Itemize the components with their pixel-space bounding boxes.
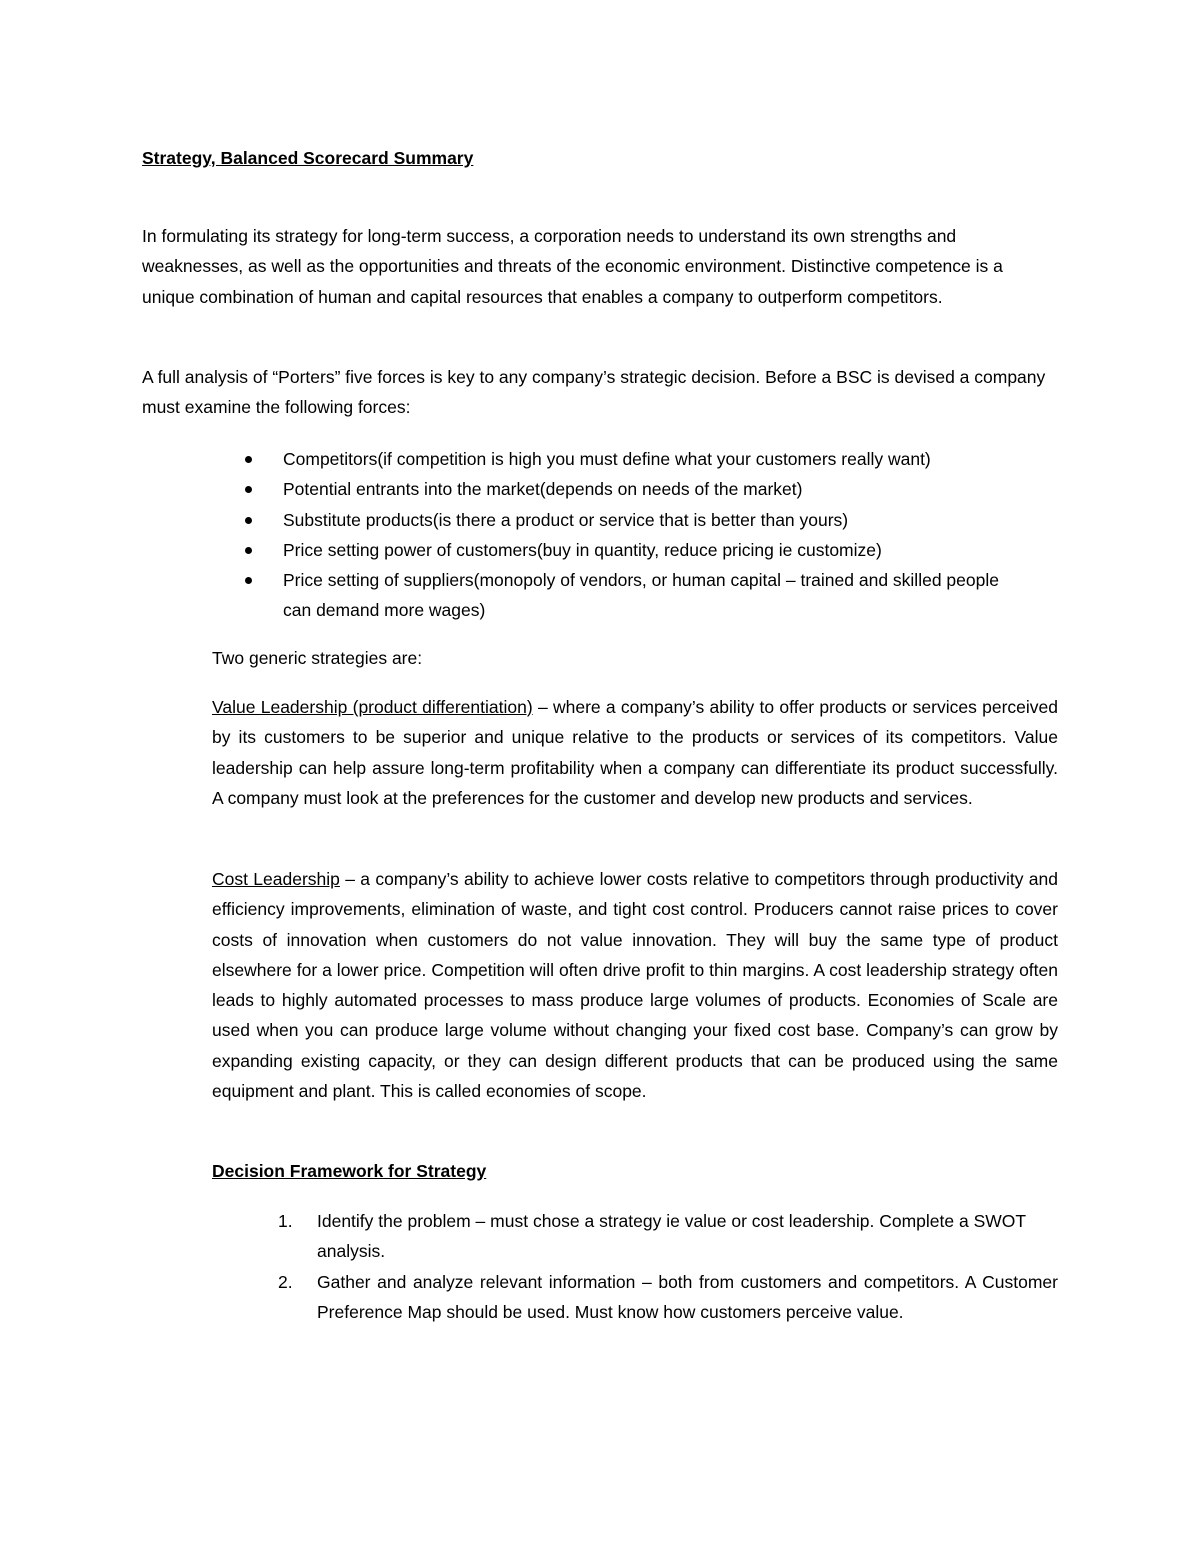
cost-leadership-text: – a company’s ability to achieve lower costs relative to competitors through productivity and efficiency improvements, elimination of waste, and tight cost control. Producers cannot raise prices to cover costs of innovation when customers do not value innovation. They will buy the same type of product elsewhere for a lower price. Competition will often drive profit to thin margins. A cost leadership strategy often leads to highly automated processes to mass produce large volumes of products. Economies of Scale are used when you can produce large volume without changing your fixed cost base. Company’s can grow by expanding existing capacity, or they can design different products that can be produced using the same equipment and plant. This is called economies of scope. <box>212 869 1058 1102</box>
bullet-icon <box>245 547 252 554</box>
value-leadership-text: – where a company’s ability to offer products or services perceived by its customers to be superior and unique relative to the products or services of its competitors. Value leadership can help assure long-term profitability when a company can differentiate its product successfully. A company must look at the preferences for the customer and develop new products and services. <box>212 697 1058 808</box>
bullet-icon <box>245 577 252 584</box>
force-text: Price setting power of customers(buy in quantity, reduce pricing ie customize) <box>283 539 882 560</box>
list-item <box>278 1267 1058 1328</box>
forces-list <box>242 444 1022 626</box>
bullet-icon <box>245 486 252 493</box>
intro-paragraph: In formulating its strategy for long-term success, a corporation needs to understand its own strengths and weaknesses, as well as the opportunities and threats of the economic environment. Distinctive competence is a unique combination of human and capital resources that enables a company to outperform competitors. <box>142 226 1003 307</box>
decision-framework-heading: Decision Framework for Strategy <box>212 1161 487 1181</box>
list-item <box>242 444 1022 474</box>
list-item <box>278 1206 1058 1267</box>
value-leadership-heading: Value Leadership (product differentiation) <box>212 697 533 717</box>
document-title: Strategy, Balanced Scorecard Summary <box>142 148 474 168</box>
generic-strategies-intro: Two generic strategies are: <box>212 648 423 668</box>
bullet-icon <box>245 456 252 463</box>
porters-intro-paragraph: A full analysis of “Porters” five forces is key to any company’s strategic decision. Before a BSC is devised a company must examine the following forces: <box>142 367 1046 418</box>
list-item <box>242 535 1022 565</box>
list-item <box>242 474 1022 504</box>
document-page <box>142 0 1060 1553</box>
step-number: 2. <box>278 1271 293 1292</box>
step-text: Identify the problem – must chose a strategy ie value or cost leadership. Complete a SWOT analysis. <box>317 1211 1026 1262</box>
force-text: Potential entrants into the market(depends on needs of the market) <box>283 479 803 500</box>
step-text: Gather and analyze relevant information – both from customers and competitors. A Customer Preference Map should be used. Must know how customers perceive value. <box>317 1271 1058 1322</box>
list-item <box>242 505 1022 535</box>
cost-leadership-heading: Cost Leadership <box>212 869 340 889</box>
bullet-icon <box>245 517 252 524</box>
list-item <box>242 565 1022 626</box>
step-number: 1. <box>278 1211 293 1231</box>
force-text: Competitors(if competition is high you must define what your customers really want) <box>283 449 931 469</box>
force-text: Price setting of suppliers(monopoly of vendors, or human capital – trained and skilled people can demand more wages) <box>283 570 999 621</box>
cost-leadership-paragraph <box>212 864 1058 1106</box>
value-leadership-paragraph <box>212 692 1058 813</box>
force-text: Substitute products(is there a product or service that is better than yours) <box>283 509 849 530</box>
decision-steps-list <box>278 1206 1058 1327</box>
